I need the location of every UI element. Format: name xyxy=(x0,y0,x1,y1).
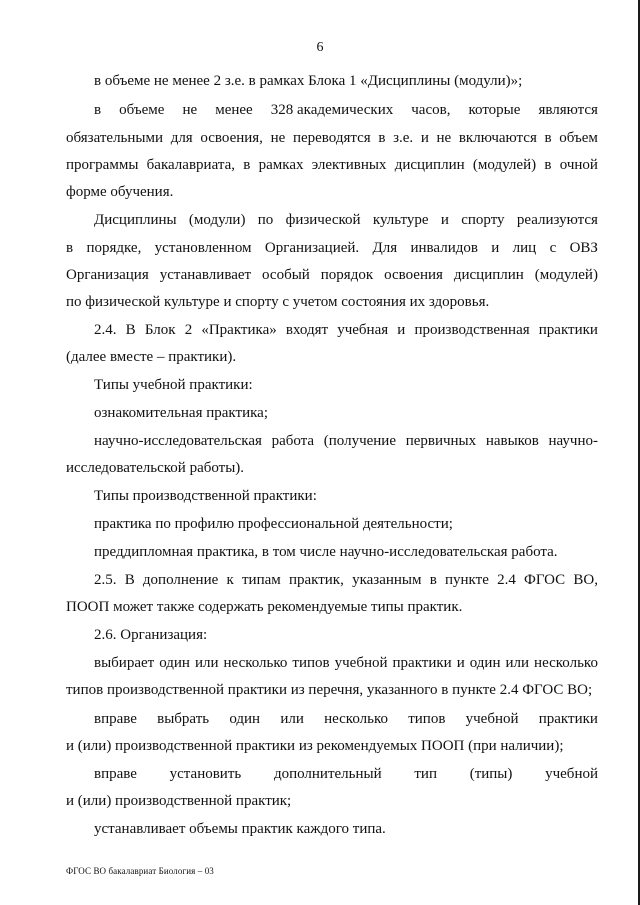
word: по xyxy=(257,212,274,228)
word: 328 академических xyxy=(270,102,394,118)
text-line: и (или) производственной практик; xyxy=(66,793,292,809)
word: Для xyxy=(372,240,398,256)
word: 2.5. xyxy=(94,572,117,588)
word: порядок xyxy=(320,267,374,283)
text-line: ознакомительная практика; xyxy=(94,405,268,421)
word: дисциплин xyxy=(394,157,465,173)
text-line: и (или) производственной практики из рекомендуемых ПООП (при наличии); xyxy=(66,738,564,754)
word: навыков xyxy=(485,433,539,449)
word: (модулей) xyxy=(472,157,537,173)
text-line: (далее вместе – практики). xyxy=(66,349,237,365)
word: освоения, xyxy=(200,130,263,146)
text-line: по физической культуре и спорту с учетом состояния их здоровья. xyxy=(66,294,490,310)
word: В xyxy=(125,322,136,338)
word: вправе xyxy=(94,711,137,727)
word: в xyxy=(66,240,74,256)
word: «Практика» xyxy=(201,322,277,338)
word: работа xyxy=(271,433,315,449)
word: и xyxy=(397,322,406,338)
word: практик, xyxy=(288,572,344,588)
word: программы xyxy=(66,157,139,173)
word: учебной xyxy=(545,766,598,782)
text-line: устанавливает объемы практик каждого типа. xyxy=(94,821,386,837)
word: Блок xyxy=(144,322,176,338)
word: менее xyxy=(215,102,253,118)
word: в xyxy=(429,572,437,588)
word: объеме xyxy=(119,102,165,118)
word: дополнение xyxy=(142,572,219,588)
text-line: практика по профилю профессиональной деятельности; xyxy=(94,516,453,532)
word: один xyxy=(159,655,190,671)
word: в xyxy=(378,130,386,146)
page-number: 6 xyxy=(316,40,324,55)
word: не xyxy=(182,102,198,118)
word: 2 xyxy=(184,322,193,338)
word: учебной xyxy=(334,655,388,671)
word: лиц xyxy=(512,240,537,256)
word: один xyxy=(469,655,501,671)
word: культуре xyxy=(372,212,429,228)
word: порядке, xyxy=(86,240,142,256)
text-line xyxy=(94,765,598,783)
word: в xyxy=(544,130,552,146)
word: практики xyxy=(392,655,452,671)
word: и xyxy=(420,130,429,146)
text-line xyxy=(66,129,598,147)
text-line xyxy=(94,321,598,339)
word: В xyxy=(124,572,135,588)
word: установленном xyxy=(154,240,252,256)
word: освоения xyxy=(384,267,443,283)
word: практики xyxy=(538,322,598,338)
text-line xyxy=(66,239,598,257)
word: Организацией. xyxy=(264,240,360,256)
word: обязательными xyxy=(66,130,164,146)
word: типам xyxy=(241,572,281,588)
word: пункте xyxy=(445,572,489,588)
word: часов, xyxy=(411,102,451,118)
text-line xyxy=(94,101,598,119)
word: 2.4. xyxy=(94,322,117,338)
text-line: типов производственной практики из перечня, указанного в пункте 2.4 ФГОС ВО; xyxy=(66,682,593,698)
word: входят xyxy=(285,322,329,338)
word: учебная xyxy=(337,322,389,338)
word: не xyxy=(270,130,286,146)
word: для xyxy=(170,130,193,146)
word: установить xyxy=(169,766,242,782)
word: или xyxy=(280,711,304,727)
word: несколько xyxy=(223,655,288,671)
text-line: форме обучения. xyxy=(66,184,174,200)
word: указанным xyxy=(352,572,422,588)
word: ВО, xyxy=(573,572,598,588)
word: ОВЗ xyxy=(569,240,598,256)
word: научно-исследовательская xyxy=(94,433,262,449)
word: Дисциплины xyxy=(94,212,177,228)
word: и xyxy=(440,212,449,228)
word: и xyxy=(456,655,465,671)
footer-caption: ФГОС ВО бакалавриат Биология – 03 xyxy=(66,866,214,876)
word: в xyxy=(94,102,102,118)
text-line xyxy=(94,432,598,450)
word: или xyxy=(194,655,219,671)
word: в xyxy=(243,157,251,173)
text-line: 2.6. Организация: xyxy=(94,627,208,643)
word: типов xyxy=(408,711,446,727)
word: физической xyxy=(285,212,361,228)
word: 2.4 xyxy=(497,572,516,588)
text-line: Типы производственной практики: xyxy=(94,488,317,504)
text-line: ПООП может также содержать рекомендуемые типы практик. xyxy=(66,599,463,615)
text-line xyxy=(94,654,598,672)
text-line: Типы учебной практики: xyxy=(94,377,253,393)
text-line xyxy=(94,710,598,728)
word: несколько xyxy=(324,711,388,727)
word: несколько xyxy=(534,655,598,671)
word: выбрать xyxy=(157,711,210,727)
word: спорту xyxy=(461,212,505,228)
word: в xyxy=(544,157,552,173)
word: один xyxy=(229,711,261,727)
word: тип xyxy=(414,766,437,782)
word: первичных xyxy=(405,433,477,449)
word: не xyxy=(436,130,452,146)
word: (модулей) xyxy=(534,267,598,283)
word: реализуются xyxy=(516,212,598,228)
word: переводятся xyxy=(292,130,371,146)
word: устанавливает xyxy=(159,267,252,283)
word: являются xyxy=(538,102,598,118)
word: производственная xyxy=(414,322,530,338)
word: типов xyxy=(292,655,330,671)
word: элективных xyxy=(311,157,387,173)
word: рамках xyxy=(258,157,304,173)
word: инвалидов xyxy=(410,240,478,256)
word: практики xyxy=(538,711,598,727)
word: и xyxy=(491,240,500,256)
word: объем xyxy=(559,130,598,146)
word: вправе xyxy=(94,766,137,782)
text-line: исследовательской работы). xyxy=(66,460,245,476)
word: к xyxy=(226,572,234,588)
word: особый xyxy=(262,267,310,283)
word: бакалавриата, xyxy=(146,157,235,173)
text-line xyxy=(66,266,598,284)
word: (получение xyxy=(323,433,396,449)
word: выбирает xyxy=(94,655,155,671)
text-line: в объеме не менее 2 з.е. в рамках Блока 1 «Дисциплины (модули)»; xyxy=(94,73,523,89)
word: научно- xyxy=(548,433,598,449)
text-line xyxy=(94,571,598,589)
word: с xyxy=(549,240,557,256)
text-line xyxy=(66,156,598,174)
word: дисциплин xyxy=(453,267,524,283)
word: очной xyxy=(559,157,598,173)
word: учебной xyxy=(465,711,519,727)
word: которые xyxy=(468,102,521,118)
text-line: преддипломная практика, в том числе научно-исследовательская работа. xyxy=(94,544,558,560)
word: з.е. xyxy=(393,130,414,146)
word: (типы) xyxy=(469,766,513,782)
word: Организация xyxy=(66,267,149,283)
word: или xyxy=(505,655,530,671)
word: ФГОС xyxy=(524,572,566,588)
word: включаются xyxy=(458,130,537,146)
text-line xyxy=(94,211,598,229)
word: (модули) xyxy=(188,212,246,228)
word: дополнительный xyxy=(273,766,382,782)
